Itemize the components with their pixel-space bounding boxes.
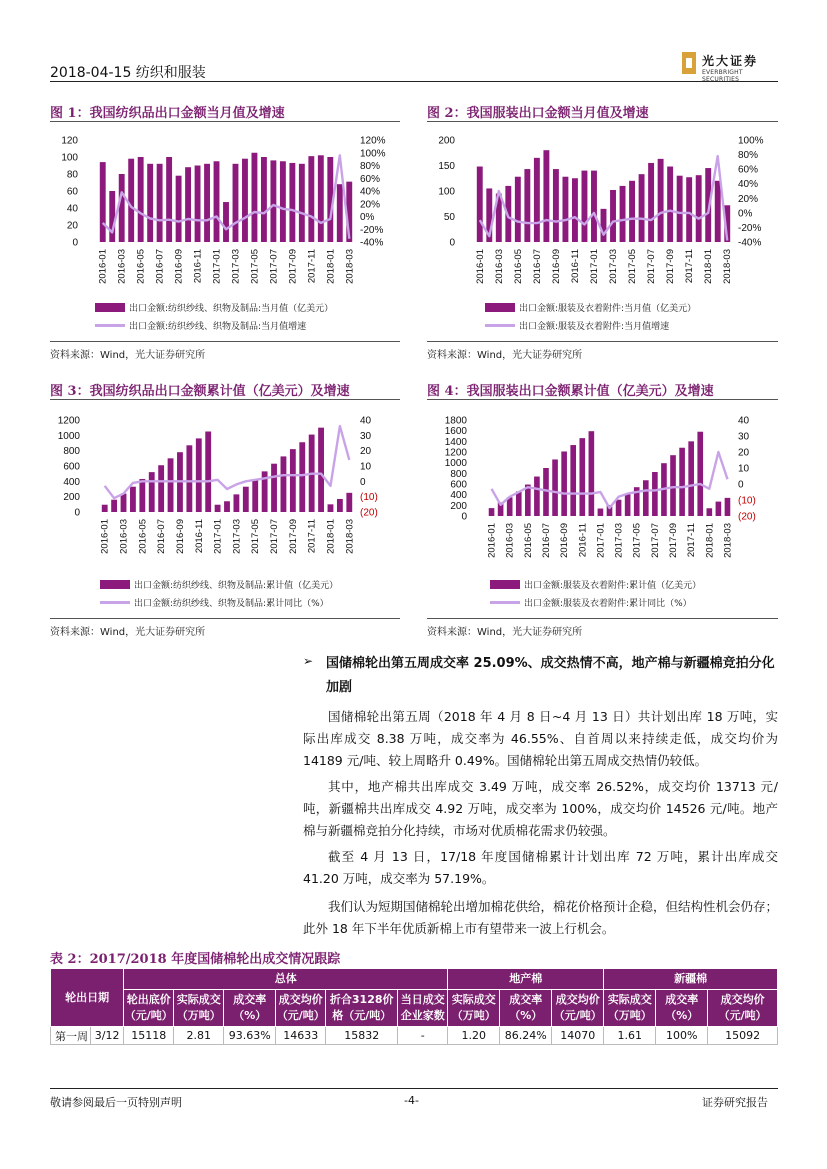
x-tick-label: 2017-01 [211, 249, 223, 284]
th-xj-volume: 实际成交（万吨） [604, 990, 656, 1027]
bar-mark [147, 164, 153, 242]
bar-mark [620, 186, 626, 242]
table-cell: 2.81 [174, 1027, 224, 1045]
bar-mark [707, 508, 713, 516]
th-group-xinjiang: 新疆棉 [604, 969, 778, 990]
x-tick-label: 2016-03 [116, 249, 128, 284]
bar-mark [252, 153, 258, 242]
bar-mark [652, 472, 658, 516]
bar-mark [176, 176, 182, 242]
bar-mark [643, 480, 649, 516]
x-tick-label: 2016-01 [474, 249, 486, 284]
bar-mark [223, 202, 229, 242]
bar-mark [233, 164, 239, 242]
y-right-tick-label: (10) [360, 492, 378, 504]
bar-mark [215, 505, 221, 512]
bar-mark [280, 161, 286, 242]
figure-2-chart [427, 130, 778, 295]
bar-mark [149, 472, 155, 512]
figure-3-top-rule [50, 399, 400, 400]
y-left-tick-label: 800 [450, 468, 467, 480]
x-tick-label: 2018-01 [325, 249, 337, 284]
th-total-floor-price: 轮出底价（元/吨） [124, 990, 174, 1027]
x-tick-label: 2017-03 [613, 523, 625, 558]
x-tick-label: 2016-11 [193, 519, 205, 554]
legend-line-swatch [95, 324, 125, 327]
figure-1-legend-bar: 出口金额:纺织纱线、织物及制品:当月值（亿美元） [129, 303, 334, 314]
bar-mark [290, 449, 296, 512]
x-tick-label: 2017-03 [230, 249, 242, 284]
y-left-tick-label: 1000 [57, 430, 80, 442]
x-tick-label: 2017-07 [268, 249, 280, 284]
bar-mark [516, 491, 522, 516]
header-date-section: 2018-04-15 纺织和服装 [50, 65, 206, 81]
y-left-tick-label: 20 [66, 220, 78, 232]
y-left-tick-label: 120 [61, 135, 78, 147]
x-tick-label: 2016-07 [531, 249, 543, 284]
legend-bar-swatch [485, 303, 515, 312]
y-left-tick-label: 50 [443, 212, 455, 223]
figure-2-source: 资料来源：Wind，光大证券研究所 [427, 350, 583, 361]
bar-mark [534, 158, 540, 242]
bar-mark [109, 191, 115, 242]
table-cell: 93.63% [224, 1027, 276, 1045]
cotton-auction-table [50, 968, 778, 1045]
y-right-tick-label: 0% [360, 212, 375, 223]
x-tick-label: 2018-03 [344, 249, 356, 284]
x-tick-label: 2017-11 [684, 249, 696, 284]
y-left-tick-label: 1200 [444, 447, 467, 459]
bar-mark [629, 181, 635, 242]
bar-mark [648, 163, 654, 242]
bar-mark [196, 438, 202, 512]
table-cell: 第一周 [51, 1027, 91, 1045]
table-cell: 100% [656, 1027, 708, 1045]
figure-1-legend-line: 出口金额:纺织纱线、织物及制品:当月值增速 [129, 321, 307, 332]
y-right-tick-label: (20) [738, 511, 756, 523]
figure-2-title: 图 2：我国服装出口金额当月值及增速 [427, 106, 649, 121]
table-cell: 3/12 [91, 1027, 124, 1045]
legend-line-swatch [485, 324, 515, 327]
y-left-tick-label: 60 [66, 186, 78, 198]
bar-mark [489, 508, 495, 516]
logo-text-en: EVERBRIGHT SECURITIES [702, 69, 743, 83]
table-cell: 15832 [326, 1027, 398, 1045]
x-tick-label: 2016-09 [550, 249, 562, 284]
y-left-tick-label: 0 [461, 511, 467, 523]
table-cell: 14633 [276, 1027, 326, 1045]
bar-mark [308, 156, 314, 242]
x-tick-label: 2016-11 [192, 249, 204, 284]
figure-3-title: 图 3：我国纺织品出口金额累计值（亿美元）及增速 [50, 384, 350, 399]
y-right-tick-label: -20% [360, 224, 384, 236]
bar-mark [658, 159, 664, 242]
bar-mark [242, 159, 248, 242]
bar-mark [561, 451, 567, 516]
table-2-title: 表 2：2017/2018 年度国储棉轮出成交情况跟踪 [50, 952, 341, 967]
x-tick-label: 2017-05 [250, 519, 262, 554]
x-tick-label: 2016-05 [137, 519, 149, 554]
x-tick-label: 2016-09 [174, 519, 186, 554]
bar-mark [515, 177, 521, 242]
x-tick-label: 2018-01 [325, 519, 337, 554]
y-right-tick-label: 10 [738, 463, 750, 475]
y-left-tick-label: 1800 [444, 415, 467, 427]
figure-3-legend-bar: 出口金额:纺织纱线、织物及制品:累计值（亿美元） [134, 580, 339, 591]
paragraph-4: 我们认为短期国储棉轮出增加棉花供给，棉花价格预计企稳，但结构性机会仍存；此外 18 年下半年优质新棉上市有望带来一波上行机会。 [303, 899, 779, 936]
x-tick-label: 2017-03 [608, 249, 620, 284]
x-tick-label: 2017-09 [287, 519, 299, 554]
table-cell: - [398, 1027, 448, 1045]
x-tick-label: 2016-07 [540, 523, 552, 558]
y-right-tick-label: 20% [738, 193, 759, 205]
figure-3-chart [50, 410, 400, 575]
bar-mark [562, 177, 568, 242]
y-left-tick-label: 1200 [57, 415, 80, 427]
figure-4-bottom-rule [427, 618, 778, 619]
x-tick-label: 2017-03 [231, 519, 243, 554]
y-right-tick-label: -40% [738, 237, 762, 249]
table-cell: 1.20 [448, 1027, 500, 1045]
x-tick-label: 2017-09 [665, 249, 677, 284]
x-tick-label: 2018-01 [704, 523, 716, 558]
th-period: 轮出日期 [51, 969, 124, 1027]
figure-1-chart [50, 130, 400, 295]
x-tick-label: 2017-05 [249, 249, 261, 284]
table-cell: 14070 [552, 1027, 604, 1045]
th-total-avg-price: 成交均价（元/吨） [276, 990, 326, 1027]
bar-mark [524, 169, 530, 242]
x-tick-label: 2016-03 [118, 519, 130, 554]
x-tick-label: 2017-11 [306, 519, 318, 554]
figure-4-source: 资料来源：Wind，光大证券研究所 [427, 627, 583, 638]
x-tick-label: 2016-09 [173, 249, 185, 284]
y-left-tick-label: 200 [63, 492, 80, 504]
x-tick-label: 2017-01 [588, 249, 600, 284]
y-left-tick-label: 150 [438, 161, 455, 172]
figure-1-bottom-rule [50, 341, 400, 342]
th-local-rate: 成交率（%） [500, 990, 552, 1027]
figure-4-chart [427, 410, 778, 575]
bar-mark [696, 175, 702, 242]
figure-3-legend-line: 出口金额:纺织纱线、织物及制品:累计同比（%） [134, 598, 329, 609]
y-left-tick-label: 1600 [444, 426, 467, 438]
legend-line-swatch [100, 601, 130, 604]
bar-mark [625, 494, 631, 516]
bar-mark [102, 505, 108, 512]
th-total-firms: 当日成交企业家数 [398, 990, 448, 1027]
x-tick-label: 2017-09 [668, 523, 680, 558]
figure-2-legend-line: 出口金额:服装及衣着附件:当月值增速 [519, 321, 670, 332]
th-xj-avg-price: 成交均价（元/吨） [708, 990, 778, 1027]
bar-mark [204, 164, 210, 242]
x-tick-label: 2016-07 [154, 249, 166, 284]
figure-1-legend [95, 298, 333, 334]
logo-mark-icon [682, 52, 696, 74]
x-tick-label: 2016-11 [577, 523, 589, 558]
y-right-tick-label: 100% [738, 135, 764, 147]
bar-mark [688, 441, 694, 516]
figure-1-source: 资料来源：Wind，光大证券研究所 [50, 350, 206, 361]
x-tick-label: 2017-01 [212, 519, 224, 554]
y-right-tick-label: 0% [738, 208, 753, 220]
bar-mark [299, 442, 305, 512]
y-right-tick-label: 80% [738, 150, 759, 162]
bar-mark [139, 479, 145, 512]
bar-mark [166, 157, 172, 242]
table-cell: 1.61 [604, 1027, 656, 1045]
th-local-avg-price: 成交均价（元/吨） [552, 990, 604, 1027]
bar-mark [233, 494, 239, 512]
y-right-tick-label: 40% [738, 179, 759, 191]
bar-mark [157, 164, 163, 242]
y-right-tick-label: 20 [360, 446, 372, 458]
figure-3-legend [100, 575, 338, 611]
y-left-tick-label: 800 [63, 446, 80, 458]
x-tick-label: 2016-11 [569, 249, 581, 284]
y-right-tick-label: 0 [738, 479, 744, 491]
bar-mark [185, 167, 191, 242]
footer-disclaimer: 敬请参阅最后一页特别声明 [50, 1096, 182, 1109]
bar-mark [299, 164, 305, 242]
arrow-bullet-icon: ➢ [303, 654, 314, 668]
bar-mark [667, 167, 673, 242]
bar-mark [601, 209, 607, 242]
legend-line-swatch [490, 601, 520, 604]
bar-mark [214, 161, 220, 242]
bar-mark [318, 155, 324, 242]
y-left-tick-label: 600 [63, 461, 80, 473]
y-left-tick-label: 40 [66, 203, 78, 215]
y-right-tick-label: 40 [738, 415, 750, 427]
legend-bar-swatch [490, 580, 520, 589]
bar-mark [337, 184, 343, 242]
bar-mark [328, 504, 334, 512]
paragraph-1: 国储棉轮出第五周（2018 年 4 月 8 日~4 月 13 日）共计划出库 18 万吨，实际出库成交 8.38 万吨，成交率为 46.55%、自首周以来持续走低，成交均价为 14189 元/吨、较上周略升 0.49%。国储棉轮出第五周成交热情仍较低。 [303, 709, 778, 768]
page-number: -4- [404, 1094, 419, 1107]
y-left-tick-label: 0 [74, 507, 80, 519]
legend-bar-swatch [100, 580, 130, 589]
paragraph-2: 其中，地产棉共出库成交 3.49 万吨，成交率 26.52%，成交均价 13713 元/吨，新疆棉共出库成交 4.92 万吨，成交率为 100%，成交均价 14526 元/吨。地产棉与新疆棉竞拍分化持续，市场对优质棉花需求仍较强。 [303, 779, 778, 838]
x-tick-label: 2018-01 [703, 249, 715, 284]
x-tick-label: 2016-05 [512, 249, 524, 284]
y-right-tick-label: 100% [360, 148, 386, 160]
bar-mark [252, 479, 258, 512]
x-tick-label: 2016-01 [99, 519, 111, 554]
bar-mark [128, 159, 134, 242]
bar-mark [589, 431, 595, 516]
bar-mark [725, 498, 731, 516]
th-group-local: 地产棉 [448, 969, 604, 990]
y-left-tick-label: 400 [450, 490, 467, 502]
table-cell: 86.24% [500, 1027, 552, 1045]
y-left-tick-label: 200 [438, 135, 455, 147]
bar-mark [130, 487, 136, 512]
th-total-volume: 实际成交（万吨） [174, 990, 224, 1027]
bar-mark [158, 465, 164, 512]
bar-mark [591, 171, 597, 242]
x-tick-label: 2016-01 [97, 249, 109, 284]
x-tick-label: 2017-05 [631, 523, 643, 558]
bar-mark [534, 477, 540, 516]
figure-4-legend-line: 出口金额:服装及衣着附件:累计同比（%） [524, 598, 692, 609]
x-tick-label: 2017-09 [287, 248, 299, 284]
figure-2-bottom-rule [427, 341, 778, 342]
table-row [51, 1027, 778, 1045]
x-tick-label: 2017-07 [649, 523, 661, 558]
bar-mark [289, 163, 295, 242]
y-left-tick-label: 100 [61, 152, 78, 164]
legend-bar-swatch [95, 303, 125, 312]
bar-mark [243, 487, 249, 512]
bar-mark [224, 501, 230, 512]
bar-mark [111, 500, 117, 512]
y-left-tick-label: 1400 [444, 436, 467, 448]
y-right-tick-label: 120% [360, 135, 386, 147]
figure-4-title: 图 4：我国服装出口金额累计值（亿美元）及增速 [427, 384, 714, 399]
y-right-tick-label: (20) [360, 507, 378, 519]
table-cell: 15118 [124, 1027, 174, 1045]
bar-mark [346, 493, 352, 512]
figure-4-legend [490, 575, 701, 611]
y-right-tick-label: 80% [360, 161, 381, 172]
figure-1-top-rule [50, 121, 400, 122]
y-right-tick-label: 60% [738, 164, 759, 176]
y-right-tick-label: 0 [360, 476, 366, 488]
y-right-tick-label: 40 [360, 415, 372, 427]
bar-mark [138, 157, 144, 242]
bar-mark [716, 502, 722, 516]
bar-mark [543, 468, 549, 516]
bar-mark [639, 174, 645, 242]
y-right-tick-label: 60% [360, 173, 381, 185]
x-tick-label: 2018-03 [344, 519, 356, 554]
y-left-tick-label: 600 [450, 479, 467, 491]
figure-4-legend-bar: 出口金额:服装及衣着附件:累计值（亿美元） [524, 580, 702, 591]
company-logo [682, 50, 778, 83]
y-right-tick-label: -20% [738, 222, 762, 234]
y-right-tick-label: -40% [360, 237, 384, 249]
y-left-tick-label: 0 [72, 237, 78, 249]
th-group-total: 总体 [124, 969, 448, 990]
bar-mark [553, 169, 559, 242]
bar-mark [670, 455, 676, 516]
bar-mark [686, 177, 692, 242]
bar-mark [261, 157, 267, 242]
figure-3-source: 资料来源：Wind，光大证券研究所 [50, 627, 206, 638]
y-left-tick-label: 80 [66, 169, 78, 181]
x-tick-label: 2017-05 [627, 249, 639, 284]
footer-report-type: 证券研究报告 [702, 1096, 768, 1109]
x-tick-label: 2018-03 [722, 249, 734, 284]
x-tick-label: 2017-07 [646, 249, 658, 284]
x-tick-label: 2017-11 [306, 249, 318, 284]
y-left-tick-label: 200 [450, 500, 467, 512]
y-right-tick-label: 30 [360, 430, 372, 442]
bar-mark [582, 171, 588, 242]
bar-mark [121, 494, 127, 512]
figure-4-top-rule [427, 399, 778, 400]
figure-1-title: 图 1：我国纺织品出口金额当月值及增速 [50, 106, 285, 121]
bar-mark [337, 499, 343, 512]
figure-2-legend [485, 298, 696, 334]
y-right-tick-label: 10 [360, 461, 372, 473]
x-tick-label: 2016-05 [135, 249, 147, 284]
y-left-tick-label: 100 [438, 186, 455, 198]
bar-mark [100, 162, 106, 242]
bar-mark [679, 448, 685, 516]
y-right-tick-label: 20 [738, 447, 750, 459]
bar-mark [598, 509, 604, 516]
bar-mark [271, 464, 277, 512]
th-total-rate: 成交率（%） [224, 990, 276, 1027]
figure-2-legend-bar: 出口金额:服装及衣着附件:当月值（亿美元） [519, 303, 697, 314]
bar-mark [610, 190, 616, 242]
th-xj-rate: 成交率（%） [656, 990, 708, 1027]
x-tick-label: 2016-09 [559, 523, 571, 558]
bar-mark [318, 428, 324, 512]
x-tick-label: 2016-03 [504, 523, 516, 558]
y-right-tick-label: 40% [360, 186, 381, 198]
bar-mark [570, 445, 576, 516]
bar-mark [677, 176, 683, 242]
x-tick-label: 2016-03 [493, 249, 505, 284]
x-tick-label: 2016-01 [486, 523, 498, 558]
x-tick-label: 2017-07 [269, 519, 281, 554]
x-tick-label: 2016-07 [156, 519, 168, 554]
bar-mark [579, 438, 585, 516]
footer-divider [50, 1088, 778, 1089]
bar-mark [616, 500, 622, 516]
x-tick-label: 2018-03 [722, 523, 734, 558]
bar-mark [281, 456, 287, 512]
bar-mark [168, 458, 174, 512]
figure-3-bottom-rule [50, 618, 400, 619]
bar-mark [572, 178, 578, 242]
bar-mark [715, 181, 721, 242]
x-tick-label: 2016-05 [522, 523, 534, 558]
bar-mark [543, 150, 549, 242]
y-right-tick-label: 30 [738, 431, 750, 443]
y-left-tick-label: 1000 [444, 458, 467, 470]
figure-2-top-rule [427, 121, 778, 122]
paragraph-3: 截至 4 月 13 日，17/18 年度国储棉累计计划出库 72 万吨，累计出库成交 41.20 万吨，成交率为 57.19%。 [303, 849, 778, 886]
bar-mark [119, 174, 125, 242]
x-tick-label: 2017-11 [686, 523, 698, 558]
bar-mark [205, 432, 211, 513]
bar-mark [270, 160, 276, 242]
header-divider [50, 81, 778, 82]
y-right-tick-label: 20% [360, 199, 381, 211]
section-heading: 国储棉轮出第五周成交率 25.09%、成交热情不高，地产棉与新疆棉竞拍分化加剧 [326, 656, 775, 695]
bar-mark [697, 432, 703, 516]
th-local-volume: 实际成交（万吨） [448, 990, 500, 1027]
bar-mark [195, 166, 201, 243]
bar-mark [552, 459, 558, 516]
y-left-tick-label: 0 [449, 237, 455, 249]
x-tick-label: 2017-01 [595, 523, 607, 558]
logo-text-cn: 光大证券 [702, 54, 759, 68]
bar-mark [477, 167, 483, 242]
th-total-3128-price: 折合3128价格（元/吨） [326, 990, 398, 1027]
bar-mark [186, 445, 192, 512]
table-cell: 15092 [708, 1027, 778, 1045]
y-right-tick-label: (10) [738, 495, 756, 507]
y-left-tick-label: 400 [63, 476, 80, 488]
